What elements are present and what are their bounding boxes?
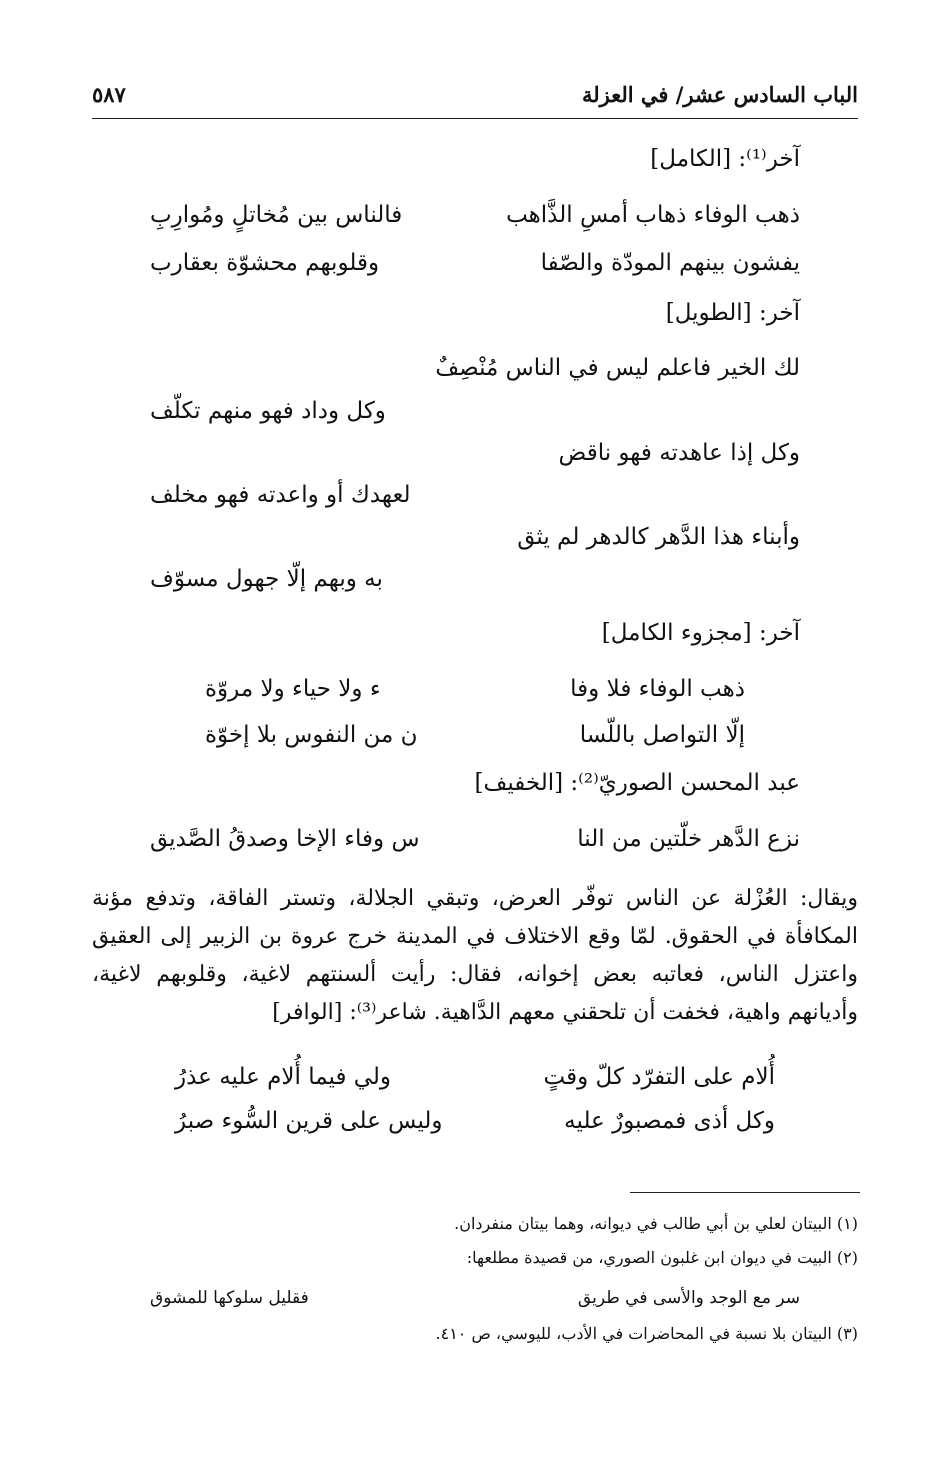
poem-intro: عبد المحسن الصوريّ⁽²⁾: [الخفيف] <box>474 770 800 796</box>
hemistich-first: نزع الدَّهر خلّتين من النا <box>577 826 800 852</box>
verse-line: وأبناء هذا الدَّهر كالدهر لم يثق <box>517 524 800 550</box>
hemistich-second: وليس على قرين السُّوء صبرُ <box>175 1108 443 1134</box>
verse-line <box>150 826 800 852</box>
footnote-3: (٣) البيتان بلا نسبة في المحاضرات في الأدب، لليوسي، ص ٤١٠. <box>435 1324 858 1343</box>
poem-intro: آخر: [الطويل] <box>665 300 800 326</box>
hemistich-second: س وفاء الإخا وصدقُ الصَّديق <box>150 826 420 852</box>
hemistich-first: ذهب الوفاء ذهاب أمسِ الذَّاهب <box>506 202 800 228</box>
verse-line <box>175 1064 775 1090</box>
footnote-verse <box>150 1288 800 1308</box>
hemistich-second: فقليل سلوكها للمشوق <box>150 1288 309 1308</box>
hemistich-second: ء ولا حياء ولا مروّة <box>205 676 381 702</box>
running-header <box>92 82 858 116</box>
hemistich-first: ذهب الوفاء فلا وفا <box>570 676 745 702</box>
prose-paragraph: ويقال: العُزْلة عن الناس توفّر العرض، وتبقي الجلالة، وتستر الفاقة، وتدفع مؤنة المكافأة في الحقوق. لمّا وقع الاختلاف في المدينة خرج عروة بن الزبير إلى العقيق واعتزل الناس، فعاتبه بعض إخوانه، فقال: رأيت ألسنتهم لاغية، وقلوبهم لاغية، وأديانهم واهية، فخفت أن تلحقني معهم الدَّاهية. شاعر⁽³⁾: [الوافر] <box>92 886 858 1025</box>
verse-line <box>175 1108 775 1134</box>
hemistich-first: أُلام على التفرّد كلّ وقتٍ <box>543 1064 775 1090</box>
footnote-1: (١) البيتان لعلي بن أبي طالب في ديوانه، وهما بيتان منفردان. <box>454 1214 858 1233</box>
verse-line <box>150 202 800 228</box>
verse-line: لعهدك أو واعدته فهو مخلف <box>150 482 411 508</box>
footnote-2: (٢) البيت في ديوان ابن غلبون الصوري، من قصيدة مطلعها: <box>466 1248 858 1267</box>
page-number: ٥٨٧ <box>92 82 126 107</box>
verse-line: وكل وداد فهو منهم تكلّف <box>150 398 386 424</box>
verse-line: به وبهم إلّا جهول مسوّف <box>150 566 383 592</box>
header-rule <box>92 118 858 119</box>
hemistich-second: وقلوبهم محشوّة بعقارب <box>150 250 380 276</box>
poem-intro: آخر⁽¹⁾: [الكامل] <box>650 146 800 172</box>
hemistich-first: سر مع الوجد والأسى في طريق <box>577 1288 800 1308</box>
hemistich-first: يفشون بينهم المودّة والصّفا <box>540 250 800 276</box>
hemistich-first: إلّا التواصل باللّسا <box>579 722 745 748</box>
poem-intro: آخر: [مجزوء الكامل] <box>601 620 800 646</box>
hemistich-first: وكل أذى فمصبورٌ عليه <box>564 1108 775 1134</box>
hemistich-second: فالناس بين مُخاتلٍ ومُوارِبِ <box>150 202 403 228</box>
verse-line <box>205 722 745 748</box>
chapter-title: الباب السادس عشر/ في العزلة <box>581 82 858 107</box>
verse-line <box>150 250 800 276</box>
verse-line: لك الخير فاعلم ليس في الناس مُنْصِفٌ <box>435 355 800 381</box>
hemistich-second: ولي فيما أُلام عليه عذرُ <box>175 1064 392 1090</box>
verse-line: وكل إذا عاهدته فهو ناقض <box>558 440 800 466</box>
footnote-rule <box>630 1192 860 1193</box>
verse-line <box>205 676 745 702</box>
hemistich-second: ن من النفوس بلا إخوّة <box>205 722 418 748</box>
